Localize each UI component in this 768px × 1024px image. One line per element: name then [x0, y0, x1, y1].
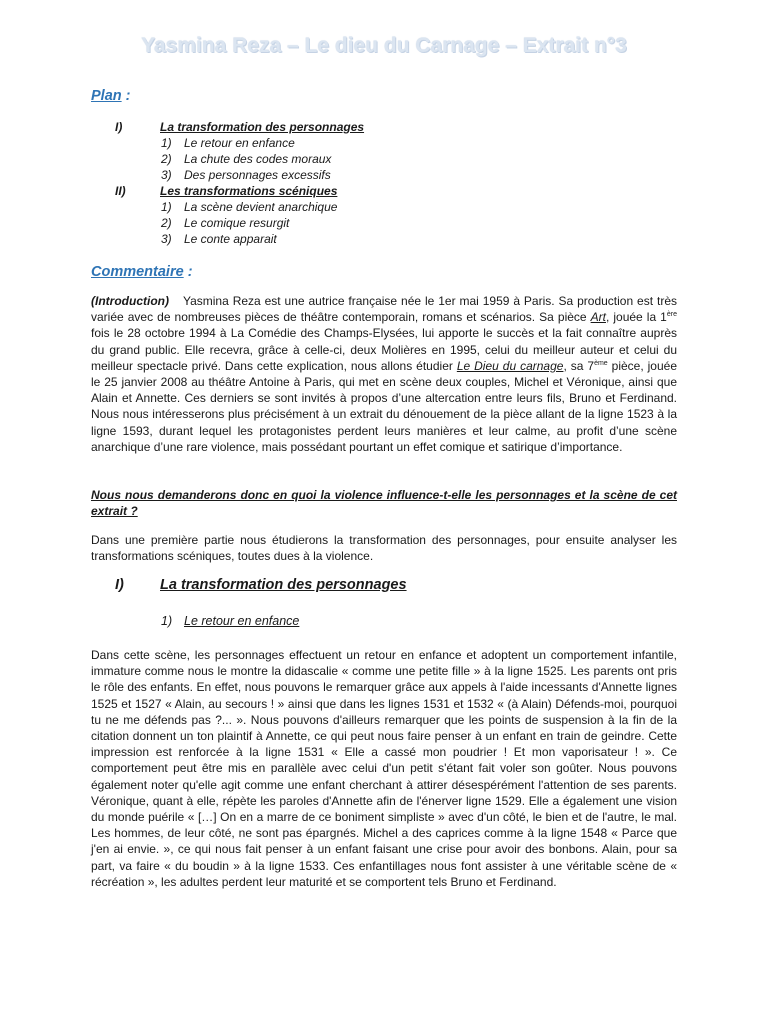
- plan-sub-item: [91, 167, 691, 183]
- work-title-dieu-du-carnage: Le Dieu du carnage: [456, 358, 564, 373]
- plan-sub-number: 2): [161, 152, 172, 166]
- annonce-paragraph: Dans une première partie nous étudierons la transformation des personnages, pour ensuite analyser les transformations scéniques, toutes dues à la violence.: [91, 533, 677, 564]
- commentaire-heading-label: Commentaire: [91, 264, 184, 280]
- plan-part-number: I): [115, 120, 123, 134]
- plan-sub-item: [91, 135, 691, 151]
- plan-sub-text: Le comique resurgit: [184, 216, 290, 230]
- intro-text: , jouée la 1: [605, 310, 667, 325]
- plan-sub-text: Des personnages excessifs: [184, 168, 331, 182]
- intro-text: Yasmina Reza est une autrice française née le 1er mai 1959 à Paris. Sa production est très variée avec de nombreuses pièces de théâtre contemporain, romans et scénarios. Sa pièce: [91, 294, 677, 325]
- plan-sub-item: [91, 231, 691, 247]
- intro-text: fois le 28 octobre 1994 à La Comédie des Champs-Elysées, lui apporte le succès et la fait connaître auprès du grand public. Elle recevra, grâce à celle-ci, deux Molières en 1995, celui du meilleur auteur et celui du meilleur spectacle privé. Dans cette explication, nous allons étudier: [91, 326, 677, 373]
- superscript: ème: [594, 359, 608, 367]
- subsection-title: Le retour en enfance: [184, 614, 300, 628]
- plan-outline: [91, 119, 691, 247]
- section-1-body-paragraph: Dans cette scène, les personnages effectuent un retour en enfance et adoptent un comportement infantile, immature comme nous le montre la didascalie « comme une petite fille » à la ligne 1525. Les parents ont pris le rôle des enfants. En effet, nous pouvons le remarquer grâce aux appels à l'aide incessants d'Annette lignes 1525 et 1527 « Alain, au secours ! » ainsi que dans les lignes 1531 et 1532 « (à Alain) Défends-moi, pourquoi tu ne me défends pas ?... ». Nous pouvons d'ailleurs remarquer que les points de suspension à la fin de la citation donnent un ton plaintif à Annette, ce qui peut nous faire penser à un enfant en train de geindre. Cette impression est renforcée à la ligne 1531 « Elle a cassé mon poudrier ! Et mon vaporisateur ! ». Ce comportement peut être mis en parallèle avec celui d'un petit s'étant fait voler son goûter. Nous pouvons également noter qu'elle agit comme une enfant cherchant à attirer désespérément l'attention de ses parents. Véronique, quant à elle, répète les paroles d'Annette afin de l'énerver ligne 1529. Elle a également une vision du monde puérile « […] On en a marre de ce boniment simpliste » avec d'un côté, le bien et de l'autre, le mal. Les hommes, de leur côté, ne sont pas épargnés. Michel a des caprices comme à la ligne 1548 « Parce que j'en ai envie. », ce qui nous fait penser à un enfant faisant une crise pour avoir des bonbons. Alain, pour sa part, va faire « du boudin » à la ligne 1533. Ces enfantillages nous font assister à une véritable scène de « récréation », les adultes perdent leur maturité et se comportent tels Bruno et Ferdinand.: [91, 648, 677, 889]
- plan-part-title: Les transformations scéniques: [160, 184, 338, 198]
- intro-text: , sa 7: [563, 358, 595, 373]
- commentaire-heading-colon: :: [183, 264, 193, 280]
- plan-sub-text: La scène devient anarchique: [184, 200, 338, 214]
- commentaire-heading: [91, 264, 193, 280]
- plan-sub-item: [91, 199, 691, 215]
- plan-sub-number: 1): [161, 200, 172, 214]
- plan-sub-number: 3): [161, 232, 172, 246]
- plan-sub-text: La chute des codes moraux: [184, 152, 332, 166]
- plan-part-1: [91, 119, 691, 135]
- plan-part-number: II): [115, 184, 126, 198]
- plan-sub-item: [91, 151, 691, 167]
- plan-sub-number: 3): [161, 168, 172, 182]
- plan-part-2: [91, 183, 691, 199]
- plan-sub-text: Le conte apparait: [184, 232, 277, 246]
- section-number: I): [115, 577, 124, 593]
- superscript: ère: [666, 311, 677, 319]
- plan-sub-number: 1): [161, 136, 172, 150]
- document-title: Yasmina Reza – Le dieu du Carnage – Extrait n°3: [141, 34, 627, 57]
- plan-sub-item: [91, 215, 691, 231]
- introduction-tag: (Introduction): [91, 294, 169, 308]
- problematique: Nous nous demanderons donc en quoi la violence influence-t-elle les personnages et la scène de cet extrait ?: [91, 488, 677, 519]
- subsection-number: 1): [161, 614, 173, 628]
- plan-heading: [91, 88, 130, 104]
- plan-part-title: La transformation des personnages: [160, 120, 365, 134]
- plan-sub-text: Le retour en enfance: [184, 136, 295, 150]
- plan-heading-label: Plan: [91, 88, 122, 104]
- work-title-art: Art: [590, 310, 606, 325]
- intro-text: pièce, jouée le 25 janvier 2008 au théâtre Antoine à Paris, qui met en scène deux couples, Michel et Véronique, ainsi que Alain et Annette. Ces derniers se sont invités à propos d’une altercation entre leurs fils, Bruno et Ferdinand. Nous nous intéresserons plus précisément à un extrait du dénouement de la pièce allant de la ligne 1523 à la ligne 1593, durant lequel les protagonistes perdent leurs manières et leur calme, au profit d’une scène anarchique d’une rare violence, mais possédant pourtant un effet comique et satirique d’importance.: [91, 358, 677, 454]
- plan-heading-colon: :: [121, 88, 131, 104]
- section-title: La transformation des personnages: [160, 577, 407, 593]
- plan-sub-number: 2): [161, 216, 172, 230]
- introduction-paragraph: [91, 293, 677, 455]
